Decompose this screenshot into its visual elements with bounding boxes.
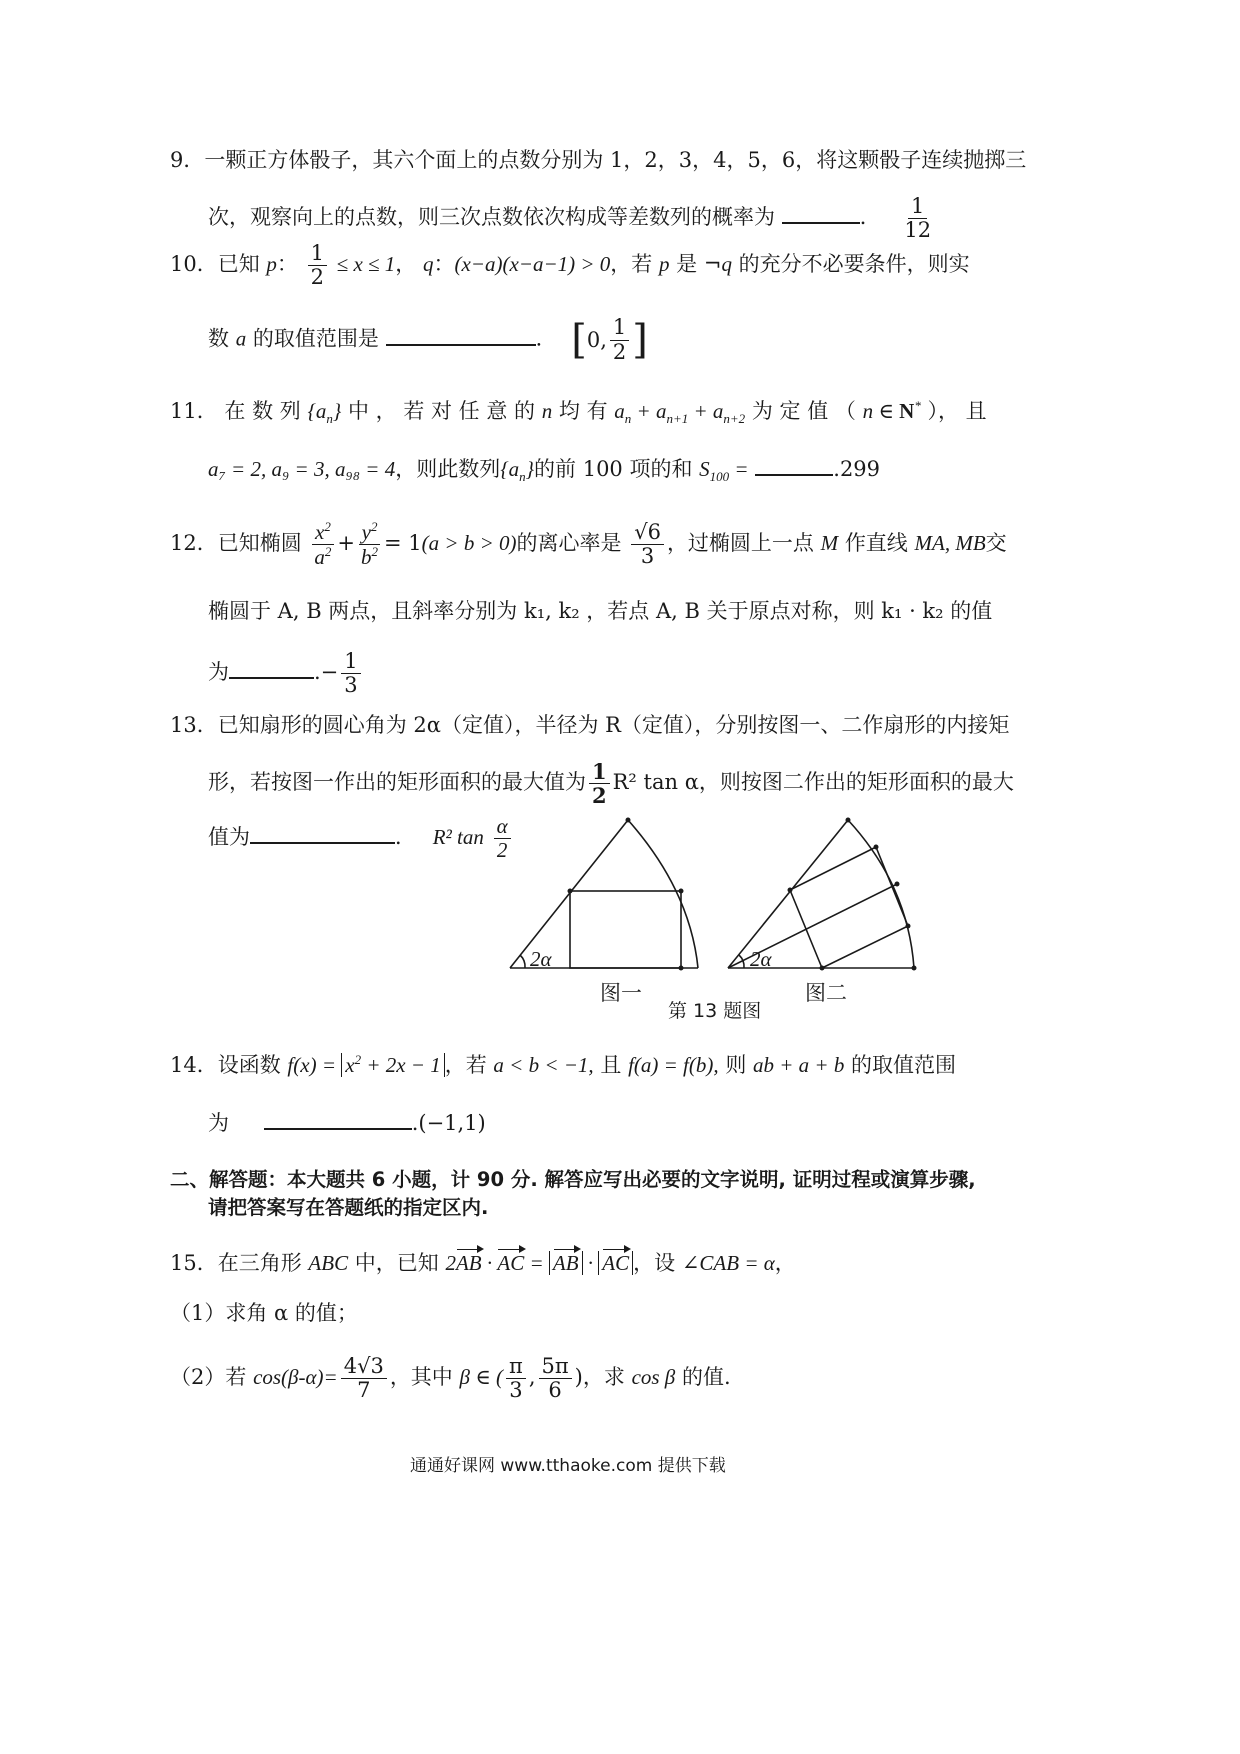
text: 在三角形 [217, 1251, 302, 1275]
text: 椭圆于 A, B 两点，且斜率分别为 k₁, k₂ ，若点 A, B 关于原点对称，则 k₁ · k₂ 的值 [208, 599, 993, 623]
answer-text: 0, [586, 327, 607, 352]
problem-15-part-2: （2）若 cos(β-α)= $\frac{4√3}{7}$ ，其中 β ∈ ( $\frac{\pi}{3}$ , $\frac{5\pi}{6}$ )，求 cos β 的值. [170, 1354, 731, 1403]
condition: a < b < −1, [493, 1053, 594, 1077]
condition: f(a) = f(b), [628, 1053, 719, 1077]
problem-14-line-2: 为 .(−1,1) [208, 1111, 486, 1135]
expression: ab + a + b [753, 1053, 845, 1077]
text: 的取值范围 [851, 1053, 957, 1077]
condition: (a > b > 0) [421, 531, 517, 556]
answer-blank [250, 824, 395, 844]
problem-13-line-1 [170, 712, 1009, 738]
text: 在 数 列 [224, 399, 301, 423]
text: ，设 [633, 1251, 676, 1275]
fig1-label: 图一 [600, 981, 642, 1005]
problem-11-answer: .299 [833, 457, 881, 481]
fraction-numerator: 1 [908, 195, 927, 219]
text: 中 ， 若 对 任 意 的 [347, 399, 536, 423]
text: 为 [208, 660, 229, 685]
given-values: a₇ = 2, a₉ = 3, a₉₈ = 4 [208, 457, 396, 481]
text: 值为 [208, 825, 250, 850]
text: ，求 [582, 1365, 625, 1390]
answer-blank [755, 456, 833, 476]
fraction-alpha-half: $\frac{\alpha}{2}$ [494, 815, 511, 862]
text: 为 [208, 1111, 229, 1135]
answer-blank [229, 659, 314, 679]
problem-13-number: 13． [170, 713, 218, 737]
figure-caption: 第 13 题图 [668, 1000, 762, 1022]
fraction-4sqrt3-7: $\frac{4√3}{7}$ [341, 1355, 387, 1402]
problem-13-figure [500, 810, 940, 1025]
var-q: q [721, 252, 732, 277]
problem-12-line-2 [208, 598, 992, 624]
problem-10-number: 10． [170, 252, 218, 277]
problem-9-answer [901, 195, 934, 242]
text: 且 [600, 1053, 622, 1077]
cos-beta: cos β [631, 1365, 676, 1390]
fig2-label: 图二 [805, 981, 847, 1005]
fraction-5pi-6: $\frac{5\pi}{6}$ [539, 1355, 572, 1402]
text: 已知扇形的圆心角为 2α（定值），半径为 R（定值），分别按图一、二作扇形的内接矩 [217, 713, 1010, 737]
problem-15-line-1: 15．在三角形 ABC 中，已知 2AB · AC = AB · AC ，设 ∠CAB = α， [170, 1248, 796, 1276]
vertex-dot [568, 889, 573, 894]
vertex-dot [906, 924, 911, 929]
condition-q: (x−a)(x−a−1) > 0 [454, 252, 611, 277]
var-n: n [541, 399, 553, 423]
sum-s100: $S_{100}$ = [699, 457, 749, 485]
answer-bracket: ] [632, 317, 648, 363]
problem-11-line-1 [170, 398, 987, 427]
cos-expression: cos(β-α)= [253, 1365, 338, 1390]
text: ，若 [444, 1053, 487, 1077]
fraction-pi-3: $\frac{\pi}{3}$ [506, 1355, 526, 1402]
vector-equation: 2AB · AC = AB · AC [445, 1251, 633, 1275]
problem-11-line-2 [208, 456, 880, 485]
answer-blank [386, 326, 536, 346]
text: 已知 [217, 252, 267, 277]
text: ： [276, 252, 298, 277]
problem-9-text: 一颗正方体骰子，其六个面上的点数分别为 1，2，3，4，5，6，将这颗骰子连续抛掷三 [204, 148, 1027, 172]
problem-13-line-2 [208, 760, 1014, 807]
vertex-dot [895, 882, 900, 887]
vertex-dot [820, 966, 825, 971]
text: ： [433, 252, 455, 277]
text: 为 定 值 （ [751, 399, 856, 423]
section-2-heading-2: 请把答案写在答题纸的指定区内. [208, 1196, 489, 1219]
problem-12-answer [341, 650, 360, 697]
var-a: a [235, 326, 247, 351]
vertex-dot [912, 966, 917, 971]
fig2-rect-right [876, 847, 908, 926]
set-n: n ∈ N* [862, 398, 921, 423]
text: ，则此数列 [395, 457, 501, 481]
fig2-rect-bottom [822, 926, 908, 968]
fraction-x2a2: $\frac{x^2}{a^2}$ [311, 520, 334, 569]
fraction-half: $\frac{1}{2}$ [308, 242, 327, 289]
fig1-angle-mark [520, 955, 525, 968]
text: ，其中 [389, 1365, 453, 1390]
fig2-slanted-radius [728, 820, 848, 968]
text: 中，已知 [354, 1251, 439, 1275]
vertex-dot [679, 889, 684, 894]
var-p: p [658, 252, 670, 277]
problem-12-line-1: 12．已知椭圆 $\frac{x^2}{a^2}$ + $\frac{y^2}{b^2}$ = 1(a > b > 0)的离心率是 $\frac{√6}{3}$ ，过椭圆上一点 M 作直线 MA, MB交 [170, 519, 1007, 570]
fig1-angle-label: 2α [530, 947, 552, 971]
text: ， [395, 252, 417, 277]
problem-10-line-1 [170, 242, 970, 289]
text: 的前 100 项的和 [534, 457, 693, 481]
text: 作直线 [844, 531, 908, 556]
answer-bracket: [ [571, 317, 587, 363]
triangle-abc: ABC [308, 1251, 349, 1275]
var-p: p [266, 252, 277, 277]
page-footer: 通通好课网 www.tthaoke.com 提供下载 [410, 1456, 726, 1476]
fraction-denominator: 12 [904, 218, 932, 243]
problem-14-answer: (−1,1) [418, 1111, 486, 1135]
sum-terms: $a_n + a_{n+1} + a_{n+2}$ [614, 399, 746, 427]
text: 交 [985, 531, 1007, 556]
text: （2）若 [170, 1365, 247, 1390]
point-m: M [820, 531, 839, 556]
problem-9-line-2: 次，观察向上的点数，则三次点数依次构成等差数列的概率为 ． $\frac{1}{12}$ [208, 195, 937, 242]
text: 形，若按图一作出的矩形面积的最大值为 [208, 770, 586, 795]
text: 的值. [681, 1365, 731, 1390]
fraction-half: $\frac{1}{2}$ [589, 760, 610, 807]
text: ，若 [610, 252, 659, 277]
text: 设函数 [217, 1053, 281, 1077]
function-def: $f(x) = x^2 + 2x - 1$ [287, 1053, 444, 1077]
problem-9-line-1 [170, 147, 1026, 173]
angle-definition: ∠CAB = α [681, 1251, 775, 1275]
problem-13-line-3: 值为 ． R² tan $\frac{\alpha}{2}$ [208, 815, 514, 862]
section-2-heading: 二、解答题：本大题共 6 小题，计 90 分. 解答应写出必要的文字说明, 证明过程或演算步骤, [170, 1168, 976, 1191]
var-q: q [422, 252, 434, 277]
vertex-dot [626, 818, 631, 823]
fig1-arc [628, 820, 698, 968]
fraction-numerator: 1 [341, 650, 360, 674]
problem-9-text-2: 次，观察向上的点数，则三次点数依次构成等差数列的概率为 [208, 205, 775, 230]
text: ，过椭圆上一点 [666, 531, 814, 556]
problem-15-part-1: （1）求角 α 的值； [170, 1301, 358, 1325]
text: 的充分不必要条件，则实 [731, 252, 970, 277]
fig1-inscribed-rectangle [570, 891, 681, 968]
sequence-an: $\{a_n\}$ [307, 399, 342, 427]
lines-ma-mb: MA, MB [914, 531, 986, 556]
text: ）， 且 [927, 399, 987, 423]
problem-12-number: 12． [170, 531, 218, 556]
problem-13-answer: R² tan [432, 825, 484, 850]
fraction-denominator: 3 [344, 673, 358, 698]
text: R² tan α，则按图二作出的矩形面积的最大 [612, 770, 1014, 795]
text: 数 [208, 326, 236, 351]
fig1-slanted-radius [510, 820, 628, 968]
answer-blank [264, 1110, 412, 1130]
answer-blank [782, 204, 860, 224]
text: 已知椭圆 [217, 531, 302, 556]
beta-range: β ∈ ( [459, 1365, 503, 1390]
problem-15-number: 15． [170, 1251, 218, 1275]
vertex-dot [846, 818, 851, 823]
vertex-dot [788, 888, 793, 893]
problem-12-line-3: 为 .− $\frac{1}{3}$ [208, 650, 364, 697]
fig2-arc [848, 820, 914, 968]
inequality: ≤ x ≤ 1 [336, 252, 396, 277]
fig2-rect-top [790, 847, 876, 890]
fraction-y2b2: $\frac{y^2}{b^2}$ [358, 520, 381, 569]
fig2-rect-left [790, 890, 822, 968]
fraction-half: $\frac{1}{2}$ [610, 316, 629, 363]
sequence-an: $\{a_n\}$ [500, 457, 535, 485]
problem-14-number: 14． [170, 1053, 218, 1077]
problem-9-number: 9． [170, 148, 205, 172]
problem-11-number: 11． [170, 399, 218, 423]
text: 的离心率是 [516, 531, 622, 556]
problem-10-line-2: 数 a 的取值范围是 ． [0, $\frac{1}{2}$ ] [208, 315, 648, 364]
text: 均 有 [558, 399, 608, 423]
text: 是 ¬ [669, 252, 722, 277]
vertex-dot [874, 845, 879, 850]
problem-14-line-1 [170, 1052, 956, 1078]
fig2-angle-label: 2α [750, 947, 772, 971]
vertex-dot [679, 966, 684, 971]
eccentricity: $\frac{√6}{3}$ [631, 521, 664, 568]
text: 则 [725, 1053, 747, 1077]
text: 的取值范围是 [246, 326, 379, 351]
